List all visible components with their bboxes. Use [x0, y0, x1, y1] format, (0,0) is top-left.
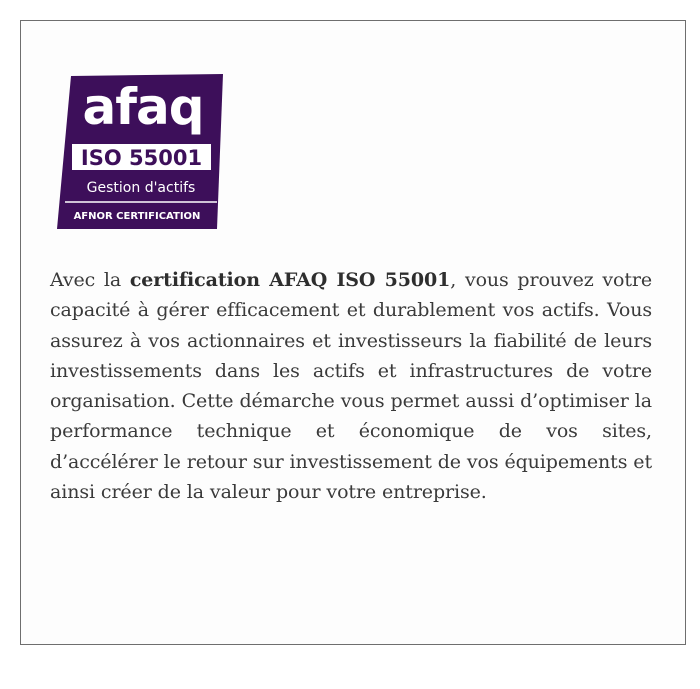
paragraph-bold-certification: certification AFAQ ISO 55001: [129, 269, 451, 291]
afaq-iso-55001-logo: [57, 74, 225, 229]
paragraph-intro: Avec la: [50, 269, 130, 291]
logo-scope-text: Gestion d'actifs: [86, 180, 196, 196]
afaq-logo-graphic: [57, 74, 225, 229]
logo-issuer-text: AFNOR CERTIFICATION: [73, 211, 201, 222]
paragraph-body: , vous prouvez votre capacité à gérer efficacement et durablement vos actifs. Vous assurez à vos actionnaires et investisseurs la fiabilité de leurs investissements dans les actifs et infrastructures de votre organisation. Cette démarche vous permet aussi d’optimiser la performance technique et économique de vos sites, d’accélérer le retour sur investissement de vos équipements et ainsi créer de la valeur pour votre entreprise.: [50, 269, 652, 504]
certification-paragraph: [50, 265, 652, 507]
logo-standard-text: ISO 55001: [80, 146, 203, 170]
logo-brand-text: afaq: [82, 78, 204, 136]
content-frame: [20, 20, 686, 645]
